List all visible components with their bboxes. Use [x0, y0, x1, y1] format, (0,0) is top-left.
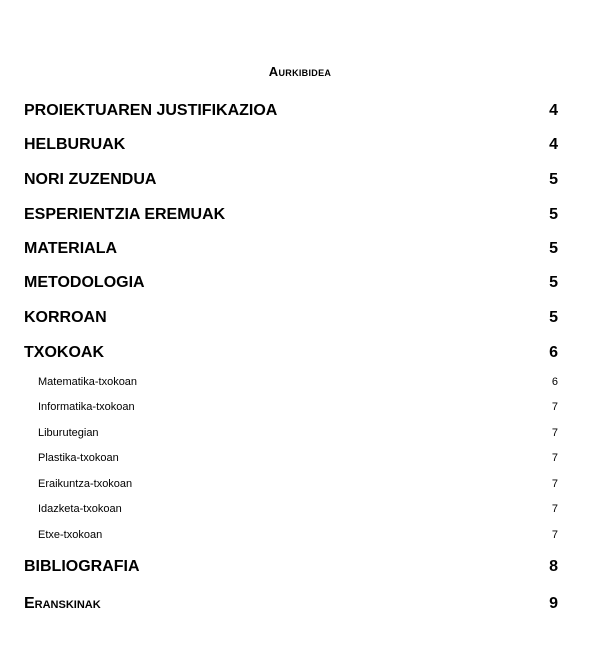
- dot-leader: [103, 590, 547, 608]
- toc-entry-page: 5: [549, 206, 558, 223]
- toc-entry-page: 7: [551, 503, 558, 515]
- toc-entry-label: NORI ZUZENDUA: [24, 171, 157, 188]
- toc-entry-label: Eranskinak: [24, 595, 101, 612]
- toc-entry-page: 7: [551, 427, 558, 439]
- toc-entry-page: 5: [549, 240, 558, 257]
- toc-subentry[interactable]: [38, 449, 558, 465]
- toc-entry-label: Liburutegian: [38, 427, 99, 439]
- toc-entry-page: 5: [549, 171, 558, 188]
- toc-entry[interactable]: [24, 590, 558, 612]
- toc-entry-label: KORROAN: [24, 309, 107, 326]
- toc-entry-page: 4: [549, 102, 558, 119]
- toc-entry-label: Etxe-txokoan: [38, 529, 103, 541]
- toc-entry-page: 5: [549, 309, 558, 326]
- toc-entry-page: 9: [549, 595, 558, 612]
- toc-entry-page: 4: [549, 136, 558, 153]
- toc-title: Aurkibidea: [268, 64, 332, 79]
- toc-entry-label: MATERIALA: [24, 240, 118, 257]
- dot-leader: [101, 424, 550, 436]
- toc-entry-label: TXOKOAK: [24, 344, 104, 361]
- toc-entry-label: PROIEKTUAREN JUSTIFIKAZIOA: [24, 102, 278, 119]
- toc-entry-label: Matematika-txokoan: [38, 376, 138, 388]
- toc-entry[interactable]: [24, 235, 558, 257]
- toc-entry-page: 6: [551, 376, 558, 388]
- toc-entry-page: 7: [551, 529, 558, 541]
- toc-entry[interactable]: [24, 201, 558, 223]
- toc-entry-page: 6: [549, 344, 558, 361]
- toc-subentry[interactable]: [38, 424, 558, 440]
- toc-subentry[interactable]: [38, 398, 558, 414]
- toc-entry-label: Informatika-txokoan: [38, 401, 135, 413]
- toc-entry[interactable]: [24, 304, 558, 326]
- toc-entry-label: ESPERIENTZIA EREMUAK: [24, 206, 226, 223]
- toc-entry-page: 7: [551, 452, 558, 464]
- toc-subentry[interactable]: [38, 526, 558, 542]
- toc-entry-label: BIBLIOGRAFIA: [24, 558, 140, 575]
- toc-entry-label: Idazketa-txokoan: [38, 503, 122, 515]
- dot-leader: [121, 449, 550, 461]
- toc-entry-page: 5: [549, 274, 558, 291]
- toc-entry-label: Plastika-txokoan: [38, 452, 119, 464]
- dot-leader: [139, 373, 550, 385]
- toc-entry[interactable]: [24, 166, 558, 188]
- toc-entry-label: Eraikuntza-txokoan: [38, 478, 133, 490]
- toc-entry-label: METODOLOGIA: [24, 274, 145, 291]
- dot-leader: [104, 526, 550, 538]
- toc-entry-label: HELBURUAK: [24, 136, 126, 153]
- dot-leader: [106, 339, 547, 357]
- toc-subentry[interactable]: [38, 475, 558, 491]
- dot-leader: [279, 97, 547, 115]
- dot-leader: [158, 166, 547, 184]
- toc-entry-page: 7: [551, 478, 558, 490]
- dot-leader: [124, 500, 550, 512]
- toc-entry[interactable]: [24, 131, 558, 153]
- toc-entry-page: 8: [549, 558, 558, 575]
- toc-subentry[interactable]: [38, 373, 558, 389]
- dot-leader: [137, 398, 550, 410]
- toc-subentry[interactable]: [38, 500, 558, 516]
- dot-leader: [142, 553, 548, 571]
- toc-entry-page: 7: [551, 401, 558, 413]
- toc-entry[interactable]: [24, 339, 558, 361]
- dot-leader: [109, 304, 547, 322]
- toc-entry[interactable]: [24, 269, 558, 291]
- dot-leader: [227, 201, 547, 219]
- dot-leader: [134, 475, 550, 487]
- dot-leader: [119, 235, 547, 253]
- dot-leader: [147, 269, 548, 287]
- toc-entry[interactable]: [24, 97, 558, 119]
- toc-entry[interactable]: [24, 553, 558, 575]
- dot-leader: [127, 131, 547, 149]
